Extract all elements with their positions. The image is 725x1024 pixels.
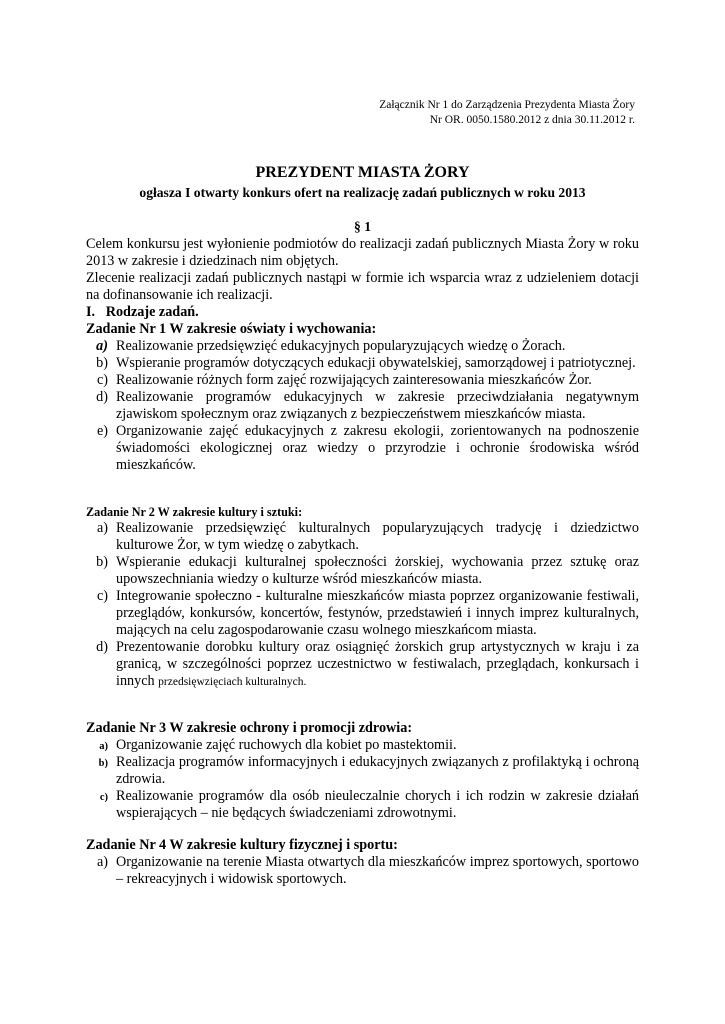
list-item [86, 554, 639, 588]
section-heading-types [86, 304, 639, 321]
roman-numeral: I. [86, 304, 96, 320]
task-4-list [86, 854, 639, 888]
item-text: Wspieranie edukacji kulturalnej społeczności żorskiej, wychowania przez sztukę oraz upowszechniania wiedzy o kulturze wśród mieszkańców miasta. [116, 554, 639, 587]
document-title: PREZYDENT MIASTA ŻORY [255, 164, 470, 181]
item-marker: b) [96, 554, 108, 570]
list-item [86, 355, 639, 372]
item-marker: b) [96, 355, 108, 371]
attachment-line-1: Załącznik Nr 1 do Zarządzenia Prezydenta Miasta Żory [379, 99, 635, 111]
item-marker: c) [96, 372, 108, 388]
item-text-tail: przedsięwzięciach kulturalnych. [158, 676, 307, 688]
item-marker: a) [96, 338, 108, 354]
document-subtitle: ogłasza I otwarty konkurs ofert na realizację zadań publicznych w roku 2013 [139, 185, 586, 200]
task-3-heading: Zadanie Nr 3 W zakresie ochrony i promocji zdrowia: [86, 720, 413, 736]
item-marker: d) [96, 639, 108, 655]
task-2-heading: Zadanie Nr 2 W zakresie kultury i sztuki: [86, 505, 303, 519]
intro-paragraph-1: Celem konkursu jest wyłonienie podmiotów do realizacji zadań publicznych Miasta Żory w roku 2013 w zakresie i dziedzinach nim objętych. [86, 236, 639, 269]
item-marker: a) [96, 520, 108, 536]
intro-paragraph-2: Zlecenie realizacji zadań publicznych nastąpi w formie ich wsparcia wraz z udzieleniem dotacji na dofinansowanie ich realizacji. [86, 270, 639, 303]
task-2-list [86, 520, 639, 691]
list-item [86, 423, 639, 474]
list-item [86, 520, 639, 554]
item-text: Integrowanie społeczno - kulturalne mieszkańców miasta poprzez organizowanie festiwali, przeglądów, konkursów, koncertów, festynów, przedstawień i innych imprez kulturalnych, mających na celu zagospodarowanie czasu wolnego mieszkańcom miasta. [116, 588, 639, 638]
list-item [86, 639, 639, 691]
item-marker: a) [96, 854, 108, 870]
list-item [86, 754, 639, 788]
attachment-note [379, 98, 635, 128]
item-text: Organizowanie zajęć edukacyjnych z zakresu ekologii, zorientowanych na podnoszenie świadomości ekologicznej oraz wiedzy o przyrodzie i ochronie środowiska wśród mieszkańców. [116, 423, 639, 473]
item-text: Realizowanie przedsięwzięć edukacyjnych popularyzujących wiedzę o Żorach. [116, 338, 566, 354]
item-text: Organizowanie na terenie Miasta otwartych dla mieszkańców imprez sportowych, sportowo – rekreacyjnych i widowisk sportowych. [116, 854, 639, 887]
item-text: Realizacja programów informacyjnych i edukacyjnych związanych z profilaktyką i ochroną zdrowia. [116, 754, 639, 787]
list-item [86, 854, 639, 888]
list-item [86, 588, 639, 639]
task-3-list [86, 737, 639, 822]
item-text: Realizowanie różnych form zajęć rozwijających zainteresowania mieszkańców Żor. [116, 372, 592, 388]
item-text: Realizowanie programów edukacyjnych w zakresie przeciwdziałania negatywnym zjawiskom społecznym oraz związanych z bezpieczeństwem mieszkańców miasta. [116, 389, 639, 422]
list-item [86, 788, 639, 822]
task-4-heading: Zadanie Nr 4 W zakresie kultury fizycznej i sportu: [86, 837, 398, 853]
item-text: Realizowanie przedsięwzięć kulturalnych popularyzujących tradycję i dziedzictwo kulturowe Żor, w tym wiedzę o zabytkach. [116, 520, 639, 553]
list-item [86, 737, 639, 754]
item-marker: c) [99, 792, 108, 803]
roman-heading: Rodzaje zadań. [105, 304, 199, 320]
task-1-list [86, 338, 639, 474]
list-item [86, 389, 639, 423]
intro-block [86, 236, 639, 321]
item-marker: c) [96, 588, 108, 604]
item-marker: e) [96, 423, 108, 439]
section-mark: § 1 [354, 219, 371, 234]
item-text: Realizowanie programów dla osób nieuleczalnie chorych i ich rodzin w zakresie działań wspierających – nie będących świadczeniami zdrowotnymi. [116, 788, 639, 821]
task-1-heading: Zadanie Nr 1 W zakresie oświaty i wychowania: [86, 321, 377, 337]
item-text: Organizowanie zajęć ruchowych dla kobiet po mastektomii. [116, 737, 457, 753]
item-text: Wspieranie programów dotyczących edukacji obywatelskiej, samorządowej i patriotycznej. [116, 355, 636, 371]
item-marker: a) [99, 741, 108, 752]
list-item [86, 338, 639, 355]
item-marker: d) [96, 389, 108, 405]
item-text: Prezentowanie dorobku kultury oraz osiągnięć żorskich grup artystycznych w kraju i za granicą, w szczególności poprzez uczestnictwo w festiwalach, przeglądach, konkursach i innych [116, 639, 639, 689]
attachment-line-2: Nr OR. 0050.1580.2012 z dnia 30.11.2012 r. [429, 114, 635, 126]
list-item [86, 372, 639, 389]
item-marker: b) [98, 758, 108, 769]
